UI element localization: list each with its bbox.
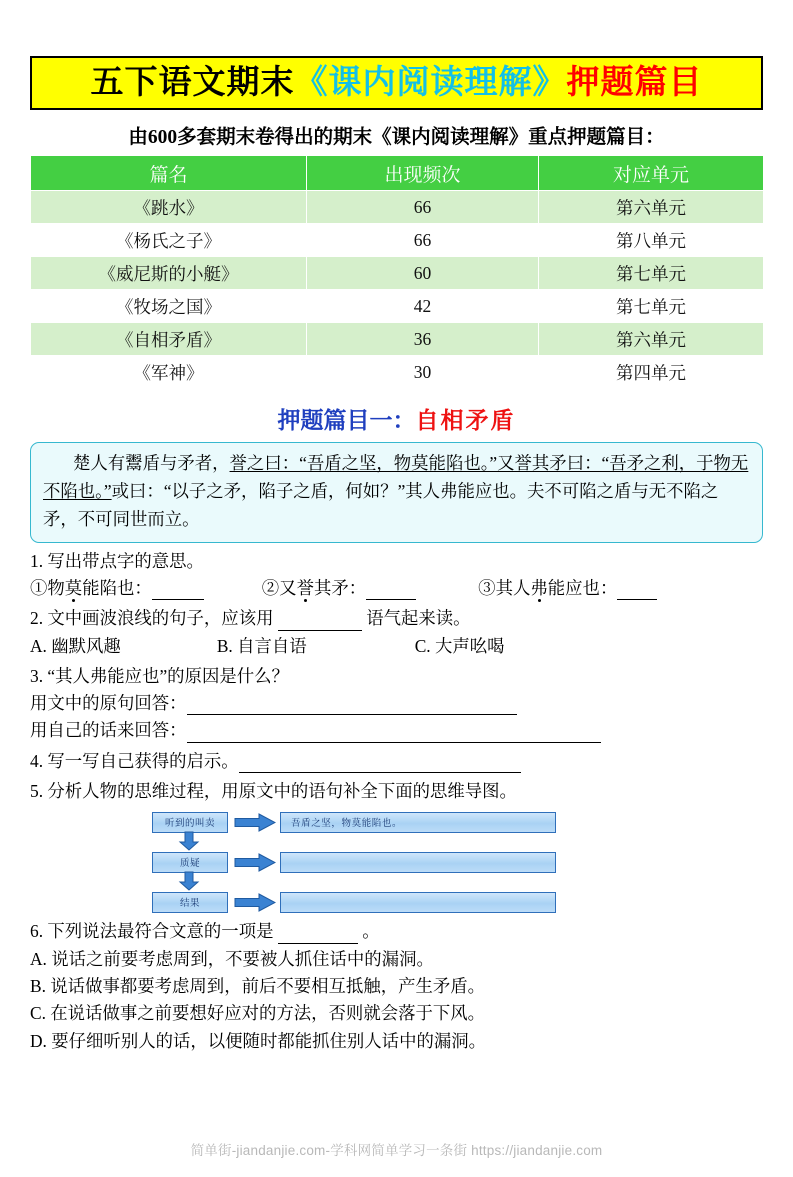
cell-name: 《自相矛盾》	[31, 323, 307, 356]
table-header-name: 篇名	[31, 156, 307, 191]
arrow-right-icon	[234, 853, 276, 872]
diagram-right-box[interactable]	[280, 852, 556, 873]
mind-map-diagram	[152, 809, 592, 913]
q4-answer-blank[interactable]	[239, 756, 521, 774]
question-6-option-d[interactable]: D. 要仔细听别人的话，以便随时都能抓住别人话中的漏洞。	[30, 1030, 487, 1051]
page-title-banner	[30, 56, 763, 110]
q3-line1-label: 用文中的原句回答：	[30, 693, 187, 714]
question-3-line-2	[30, 719, 763, 742]
table-row	[31, 323, 764, 356]
diagram-left-box: 质疑	[152, 852, 228, 873]
section-heading	[30, 402, 763, 435]
subtitle: 由600多套期末卷得出的期末《课内阅读理解》重点押题篇目：	[128, 127, 665, 148]
question-5-stem: 5. 分析人物的思维过程，用原文中的语句补全下面的思维导图。	[30, 781, 517, 802]
diagram-left-box: 结果	[152, 892, 228, 913]
q3-line2-label: 用自己的话来回答：	[30, 720, 187, 741]
table-header-row	[31, 156, 764, 191]
question-6-option-b[interactable]: B. 说话做事都要考虑周到，前后不要相互抵触，产生矛盾。	[30, 976, 486, 996]
cell-frequency: 30	[307, 356, 539, 389]
cell-unit: 第七单元	[539, 257, 764, 290]
question-4-stem	[30, 750, 763, 773]
q6-stem-a: 6. 下列说法最符合文意的一项是	[30, 921, 274, 942]
question-1-subitems	[30, 577, 763, 600]
table-header-frequency: 出现频次	[307, 156, 539, 191]
q1-sub1-a: ①物	[30, 577, 65, 598]
question-3-stem: 3. “其人弗能应也”的原因是什么？	[30, 665, 289, 686]
table-row	[31, 356, 764, 389]
cell-name: 《牧场之国》	[31, 290, 307, 323]
diagram-right-box[interactable]	[280, 892, 556, 913]
cell-name: 《跳水》	[31, 191, 307, 224]
cell-frequency: 66	[307, 224, 539, 257]
footer-watermark: 简单街-jiandanjie.com-学科网简单学习一条街 https://jiandanjie.com	[190, 1143, 603, 1158]
cell-name: 《军神》	[31, 356, 307, 389]
table-row	[31, 257, 764, 290]
q1-sub3-b: 能应也：	[547, 577, 618, 598]
cell-unit: 第六单元	[539, 323, 764, 356]
q1-sub2-dotted-char: 誉	[297, 577, 314, 600]
table-row	[31, 224, 764, 257]
question-6-option-c[interactable]: C. 在说话做事之前要想好应对的方法，否则就会落于下风。	[30, 1003, 486, 1024]
q3-line1-answer-blank[interactable]	[187, 698, 517, 716]
diagram-row	[152, 811, 556, 833]
cell-frequency: 66	[307, 191, 539, 224]
passage-segment-underlined: 誉之曰：“吾盾之坚，物莫能陷也。”又誉其矛曰：“吾矛之利，于物无不陷也。”	[43, 453, 749, 502]
passage-segment-3: 或曰：“以子之矛，陷子之盾，何如？”其人弗能应也。夫不可陷之盾与无不陷之矛，不可同世而立。	[43, 481, 719, 530]
diagram-left-box: 听到的叫卖	[152, 812, 228, 833]
table-row	[31, 191, 764, 224]
q2-stem-a: 2. 文中画波浪线的句子，应该用	[30, 608, 274, 629]
cell-frequency: 42	[307, 290, 539, 323]
cell-name: 《威尼斯的小艇》	[31, 257, 307, 290]
diagram-row	[152, 891, 556, 913]
q2-answer-blank[interactable]	[278, 613, 362, 631]
table-row	[31, 290, 764, 323]
q1-sub1-answer-blank[interactable]	[152, 583, 204, 601]
q4-stem-text: 4. 写一写自己获得的启示。	[30, 750, 239, 771]
section-heading-label: 押题篇目一：	[277, 408, 416, 433]
cell-frequency: 36	[307, 323, 539, 356]
page-title-part-red: 押题篇目	[566, 64, 703, 101]
frequency-table	[30, 156, 764, 389]
cell-unit: 第六单元	[539, 191, 764, 224]
cell-unit: 第七单元	[539, 290, 764, 323]
q1-sub1-b: 能陷也：	[82, 577, 152, 598]
q1-sub3-answer-blank[interactable]	[617, 583, 657, 601]
q2-option-b[interactable]: B. 自言自语	[216, 635, 307, 656]
arrow-down-icon	[178, 871, 200, 891]
worksheet-page	[0, 56, 793, 1177]
q1-sub3-dotted-char: 弗	[530, 577, 547, 600]
q6-answer-blank[interactable]	[278, 926, 358, 944]
cell-unit: 第四单元	[539, 356, 764, 389]
q1-sub2-a: ②又	[261, 577, 297, 598]
q6-stem-b: 。	[362, 921, 380, 942]
page-title-part-black: 五下语文期末	[90, 64, 295, 101]
section-heading-title: 自相矛盾	[415, 408, 516, 433]
diagram-right-box[interactable]: 吾盾之坚，物莫能陷也。	[280, 812, 556, 833]
passage-box	[30, 442, 763, 543]
table-header-unit: 对应单元	[539, 156, 764, 191]
question-2-stem	[30, 607, 763, 630]
page-title-part-cyan: 《课内阅读理解》	[294, 64, 567, 101]
arrow-down-icon	[178, 831, 200, 851]
cell-frequency: 60	[307, 257, 539, 290]
q2-option-c[interactable]: C. 大声吆喝	[414, 635, 505, 656]
question-6-option-a[interactable]: A. 说话之前要考虑周到，不要被人抓住话中的漏洞。	[30, 948, 434, 969]
q3-line2-answer-blank[interactable]	[187, 725, 601, 743]
q1-sub3-a: ③其人	[478, 577, 531, 598]
q1-sub2-answer-blank[interactable]	[366, 583, 416, 601]
q2-option-a[interactable]: A. 幽默风趣	[30, 635, 121, 656]
arrow-right-icon	[234, 893, 276, 912]
q1-sub1-dotted-char: 莫	[65, 577, 82, 600]
arrow-right-icon	[234, 813, 276, 832]
passage-segment-1: 楚人有鬻盾与矛者，	[73, 453, 230, 473]
cell-unit: 第八单元	[539, 224, 764, 257]
question-2-options	[30, 635, 763, 658]
q2-stem-b: 语气起来读。	[366, 608, 471, 629]
question-1-stem: 1. 写出带点字的意思。	[30, 550, 204, 571]
question-6-stem	[30, 920, 763, 943]
diagram-row	[152, 851, 556, 873]
question-3-line-1	[30, 692, 763, 715]
cell-name: 《杨氏之子》	[31, 224, 307, 257]
q1-sub2-b: 其矛：	[313, 577, 367, 598]
